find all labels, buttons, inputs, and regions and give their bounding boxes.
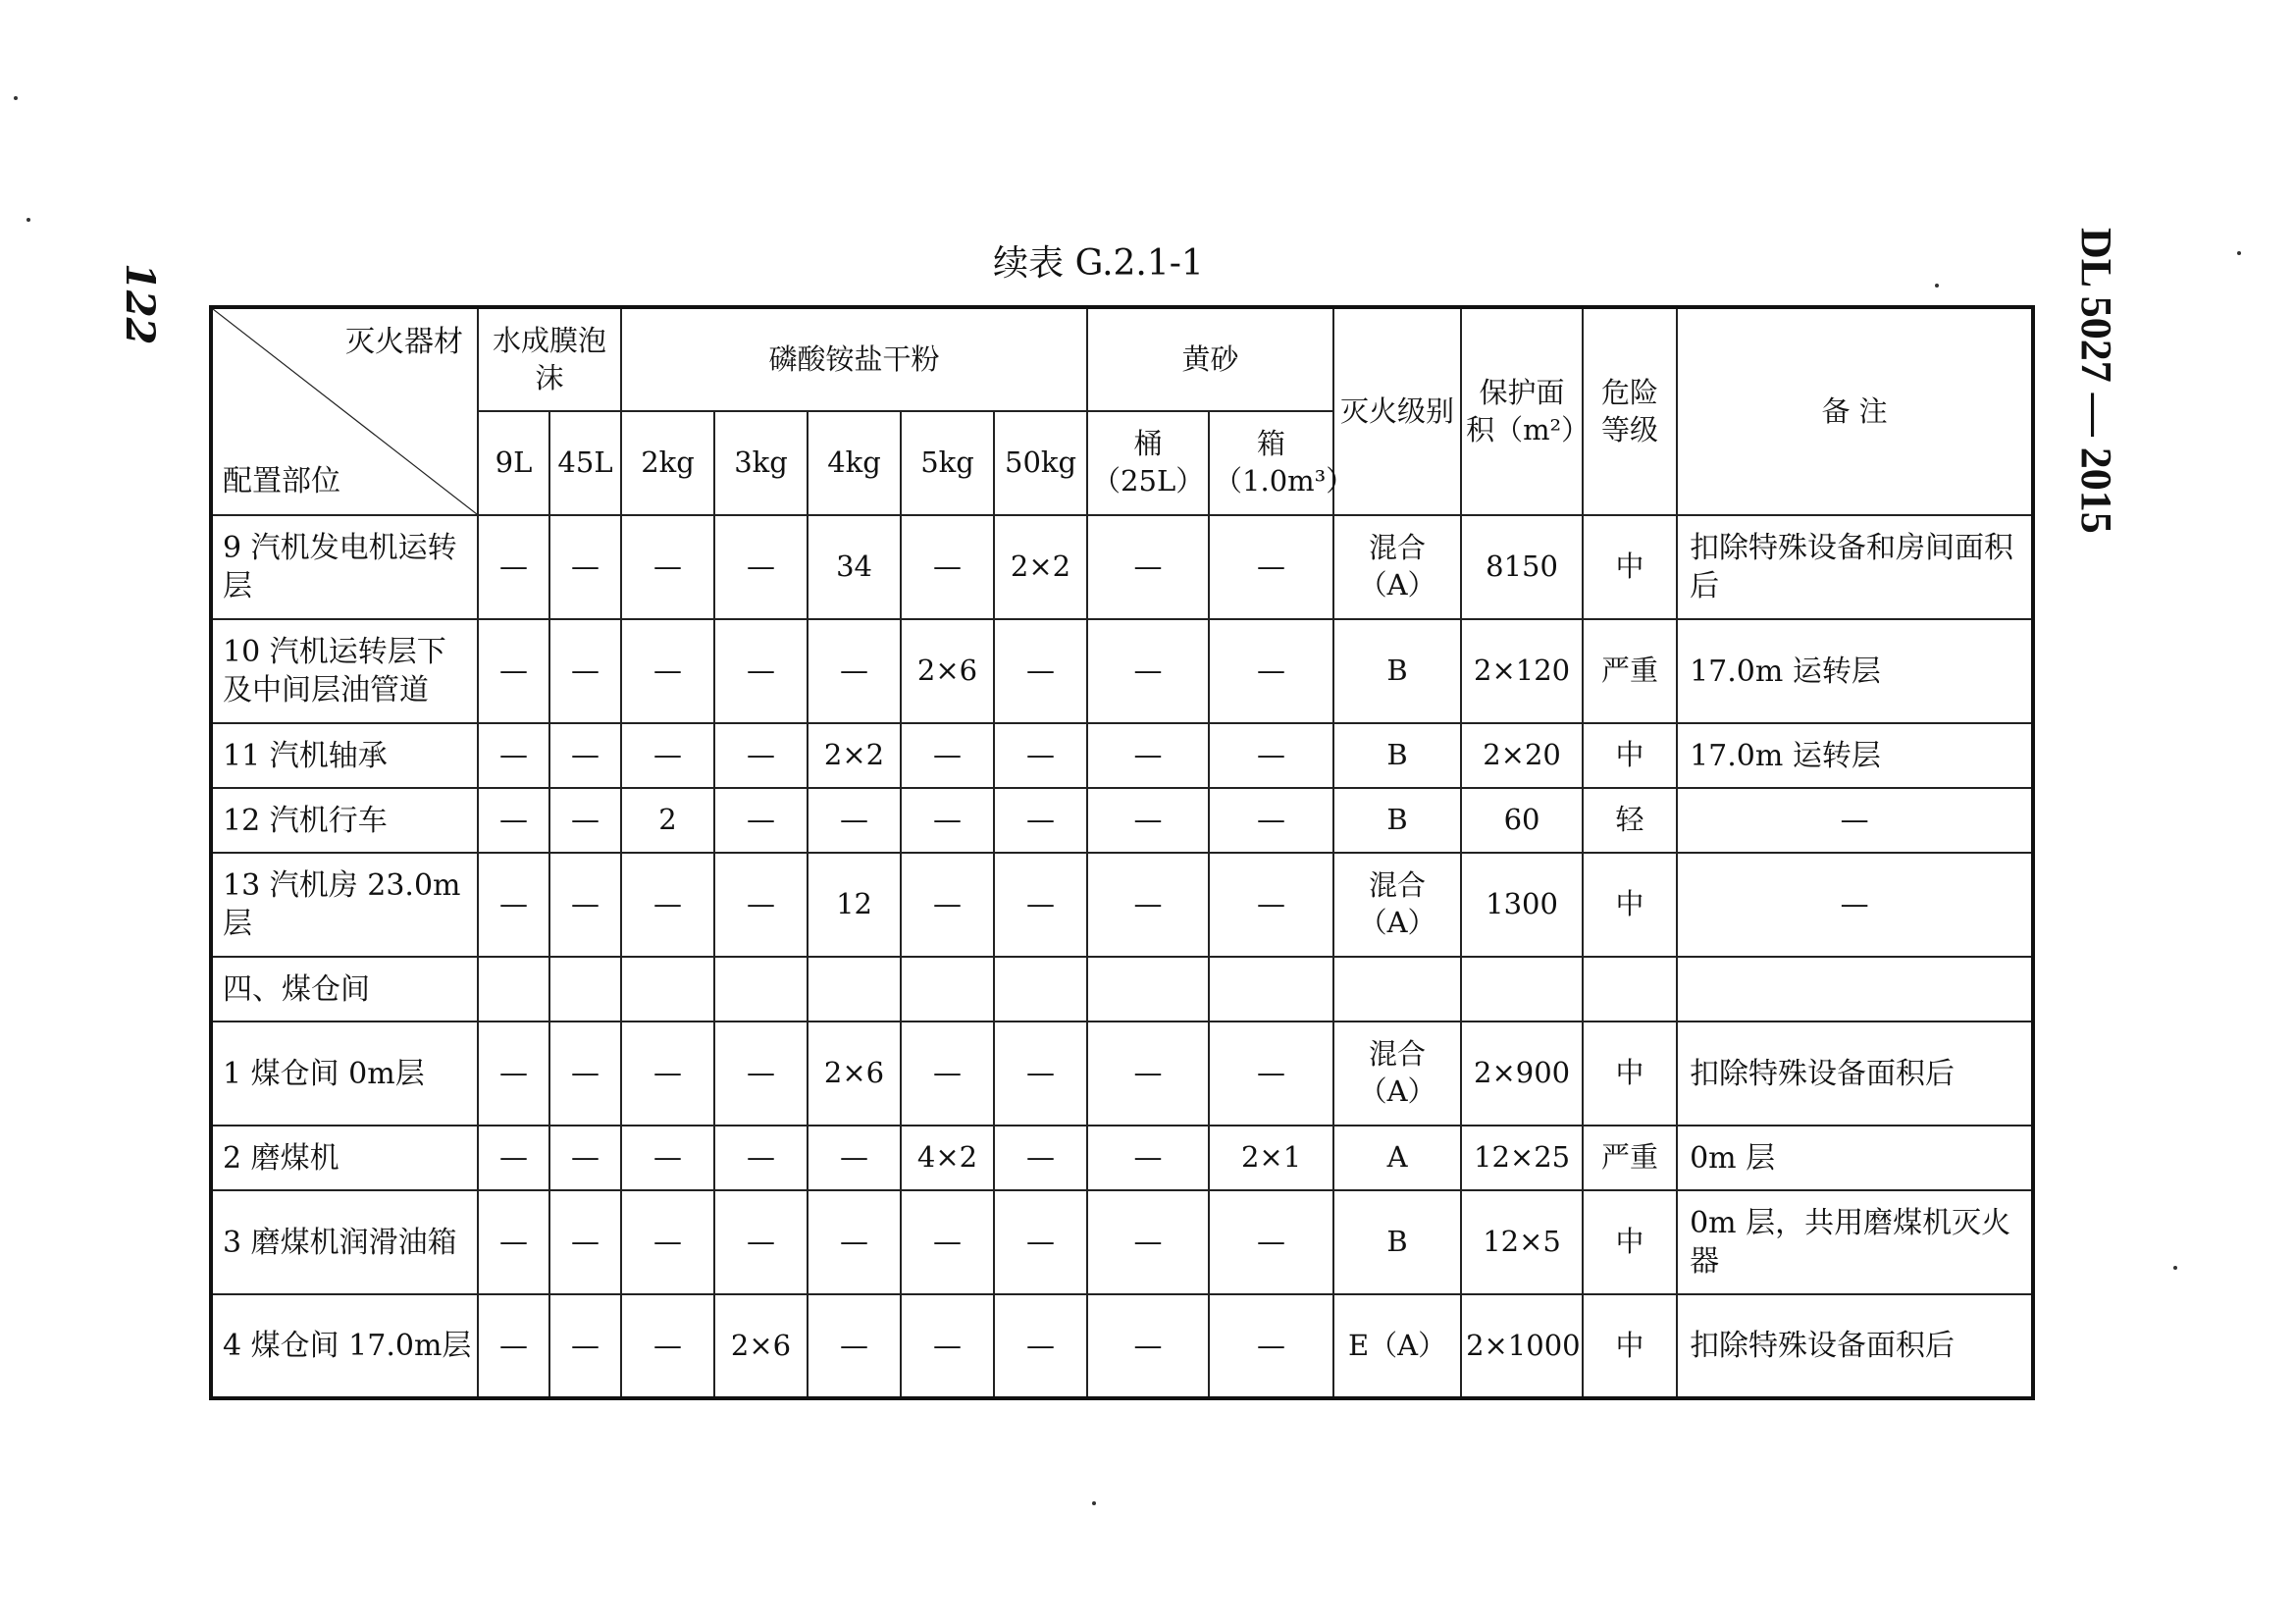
cell [808, 957, 901, 1022]
cell: — [549, 788, 621, 853]
area-cell: 2×20 [1461, 723, 1583, 788]
cell: — [1087, 853, 1209, 957]
cell: — [478, 723, 549, 788]
cell: — [478, 619, 549, 723]
table-row [211, 723, 2033, 788]
cell: — [1087, 619, 1209, 723]
cell: — [901, 788, 994, 853]
corner-bottom-label: 配置部位 [223, 464, 340, 498]
cell: — [901, 723, 994, 788]
fire-class-cell: 混合（A） [1333, 853, 1461, 957]
cell: — [994, 1190, 1087, 1294]
fire-class-cell: B [1333, 723, 1461, 788]
cell: — [621, 853, 714, 957]
note-cell: — [1677, 788, 2033, 853]
cell: — [901, 515, 994, 619]
cell: — [994, 1126, 1087, 1190]
hazard-cell [1583, 957, 1677, 1022]
cell: — [549, 1126, 621, 1190]
cell: — [549, 853, 621, 957]
cell: — [714, 1190, 808, 1294]
fire-class-cell: 混合（A） [1333, 515, 1461, 619]
table-row [211, 619, 2033, 723]
page-number: 122 [117, 263, 163, 345]
header-50kg: 50kg [994, 411, 1087, 515]
cell: — [549, 1190, 621, 1294]
note-cell: — [1677, 853, 2033, 957]
area-cell: 2×1000 [1461, 1294, 1583, 1398]
scan-speck [1092, 1501, 1096, 1505]
note-cell: 0m 层，共用磨煤机灭火器 [1677, 1190, 2033, 1294]
cell: — [714, 1126, 808, 1190]
row-location: 3 磨煤机润滑油箱 [211, 1190, 478, 1294]
hazard-cell: 中 [1583, 1022, 1677, 1126]
header-2kg: 2kg [621, 411, 714, 515]
cell: — [1087, 788, 1209, 853]
cell: — [1209, 1190, 1333, 1294]
cell: — [808, 619, 901, 723]
cell: — [478, 853, 549, 957]
cell: — [901, 853, 994, 957]
table-row [211, 1294, 2033, 1398]
area-cell: 2×900 [1461, 1022, 1583, 1126]
cell: — [714, 515, 808, 619]
cell: — [621, 1294, 714, 1398]
cell: — [1209, 1294, 1333, 1398]
cell: — [808, 1294, 901, 1398]
cell: — [621, 1190, 714, 1294]
row-location: 4 煤仓间 17.0m层 [211, 1294, 478, 1398]
fire-extinguisher-table [209, 305, 2035, 1400]
cell: — [714, 853, 808, 957]
cell: — [1209, 788, 1333, 853]
row-location: 13 汽机房 23.0m层 [211, 853, 478, 957]
cell: 2×6 [808, 1022, 901, 1126]
cell: — [994, 1022, 1087, 1126]
fire-class-cell: 混合（A） [1333, 1022, 1461, 1126]
row-location: 9 汽机发电机运转层 [211, 515, 478, 619]
cell: — [478, 1126, 549, 1190]
fire-class-cell: E（A） [1333, 1294, 1461, 1398]
cell [901, 957, 994, 1022]
fire-class-cell [1333, 957, 1461, 1022]
cell: — [1087, 515, 1209, 619]
cell: — [478, 1294, 549, 1398]
fire-class-cell: B [1333, 1190, 1461, 1294]
table-row [211, 788, 2033, 853]
hazard-cell: 中 [1583, 853, 1677, 957]
table-caption: 续表 G.2.1-1 [993, 243, 1204, 284]
cell: 2×6 [714, 1294, 808, 1398]
header-protect-area: 保护面积（m²） [1461, 307, 1583, 515]
cell: — [901, 1190, 994, 1294]
hazard-cell: 轻 [1583, 788, 1677, 853]
scan-speck [1935, 284, 1939, 288]
note-cell [1677, 957, 2033, 1022]
table-row [211, 1022, 2033, 1126]
row-location: 12 汽机行车 [211, 788, 478, 853]
header-row-1 [211, 307, 2033, 411]
scan-speck [2237, 251, 2241, 255]
cell: — [549, 619, 621, 723]
section-row [211, 957, 2033, 1022]
cell: — [808, 1190, 901, 1294]
cell: — [714, 1022, 808, 1126]
section-title: 四、煤仓间 [211, 957, 478, 1022]
row-location: 2 磨煤机 [211, 1126, 478, 1190]
cell: — [994, 1294, 1087, 1398]
scan-speck [26, 218, 30, 222]
scan-speck [14, 96, 18, 100]
header-box: 箱（1.0m³） [1209, 411, 1333, 515]
cell [1209, 957, 1333, 1022]
fire-class-cell: B [1333, 788, 1461, 853]
header-bucket: 桶（25L） [1087, 411, 1209, 515]
cell: — [621, 1126, 714, 1190]
hazard-cell: 严重 [1583, 1126, 1677, 1190]
row-location: 1 煤仓间 0m层 [211, 1022, 478, 1126]
table-row [211, 515, 2033, 619]
cell: — [549, 1294, 621, 1398]
cell: 34 [808, 515, 901, 619]
cell: — [621, 515, 714, 619]
cell: — [478, 788, 549, 853]
header-remarks: 备 注 [1677, 307, 2033, 515]
note-cell: 17.0m 运转层 [1677, 723, 2033, 788]
standard-code: DL 5027 — 2015 [2072, 228, 2120, 534]
note-cell: 扣除特殊设备面积后 [1677, 1294, 2033, 1398]
cell: — [1209, 1022, 1333, 1126]
cell: 2 [621, 788, 714, 853]
cell: — [808, 1126, 901, 1190]
header-9l: 9L [478, 411, 549, 515]
table-row [211, 853, 2033, 957]
cell: — [478, 1022, 549, 1126]
cell [549, 957, 621, 1022]
header-powder: 磷酸铵盐干粉 [621, 307, 1087, 411]
cell: — [994, 723, 1087, 788]
header-3kg: 3kg [714, 411, 808, 515]
row-location: 11 汽机轴承 [211, 723, 478, 788]
area-cell [1461, 957, 1583, 1022]
cell: — [1209, 515, 1333, 619]
row-location: 10 汽机运转层下及中间层油管道 [211, 619, 478, 723]
area-cell: 60 [1461, 788, 1583, 853]
cell: — [621, 723, 714, 788]
hazard-cell: 中 [1583, 1190, 1677, 1294]
hazard-cell: 中 [1583, 723, 1677, 788]
cell: — [808, 788, 901, 853]
table-row [211, 1190, 2033, 1294]
cell: — [1209, 853, 1333, 957]
cell: — [549, 515, 621, 619]
cell: — [1087, 1126, 1209, 1190]
area-cell: 12×25 [1461, 1126, 1583, 1190]
header-hazard: 危险等级 [1583, 307, 1677, 515]
cell [1087, 957, 1209, 1022]
cell: — [549, 1022, 621, 1126]
cell: — [1087, 1022, 1209, 1126]
cell: — [994, 853, 1087, 957]
header-5kg: 5kg [901, 411, 994, 515]
cell: — [714, 788, 808, 853]
cell: — [478, 1190, 549, 1294]
corner-header [211, 307, 478, 515]
table-row [211, 1126, 2033, 1190]
cell [994, 957, 1087, 1022]
corner-top-label: 灭火器材 [345, 325, 463, 359]
cell: — [994, 788, 1087, 853]
hazard-cell: 严重 [1583, 619, 1677, 723]
cell: — [714, 619, 808, 723]
cell: — [621, 1022, 714, 1126]
hazard-cell: 中 [1583, 1294, 1677, 1398]
hazard-cell: 中 [1583, 515, 1677, 619]
cell: — [994, 619, 1087, 723]
cell: — [1209, 619, 1333, 723]
cell: — [1087, 1294, 1209, 1398]
header-fire-class: 灭火级别 [1333, 307, 1461, 515]
area-cell: 1300 [1461, 853, 1583, 957]
cell [621, 957, 714, 1022]
cell: — [621, 619, 714, 723]
area-cell: 12×5 [1461, 1190, 1583, 1294]
cell: — [714, 723, 808, 788]
header-45l: 45L [549, 411, 621, 515]
note-cell: 扣除特殊设备和房间面积后 [1677, 515, 2033, 619]
fire-class-cell: B [1333, 619, 1461, 723]
cell: — [901, 1022, 994, 1126]
cell: 2×1 [1209, 1126, 1333, 1190]
cell: 2×2 [994, 515, 1087, 619]
cell: — [549, 723, 621, 788]
note-cell: 0m 层 [1677, 1126, 2033, 1190]
cell: 2×6 [901, 619, 994, 723]
cell: — [901, 1294, 994, 1398]
cell: — [478, 515, 549, 619]
cell: 4×2 [901, 1126, 994, 1190]
cell: — [1087, 1190, 1209, 1294]
cell: — [1087, 723, 1209, 788]
note-cell: 17.0m 运转层 [1677, 619, 2033, 723]
note-cell: 扣除特殊设备面积后 [1677, 1022, 2033, 1126]
header-sand: 黄砂 [1087, 307, 1333, 411]
scan-speck [2173, 1266, 2177, 1270]
area-cell: 2×120 [1461, 619, 1583, 723]
fire-class-cell: A [1333, 1126, 1461, 1190]
cell: 2×2 [808, 723, 901, 788]
cell: — [1209, 723, 1333, 788]
area-cell: 8150 [1461, 515, 1583, 619]
cell: 12 [808, 853, 901, 957]
cell [714, 957, 808, 1022]
header-foam: 水成膜泡沫 [478, 307, 621, 411]
header-4kg: 4kg [808, 411, 901, 515]
cell [478, 957, 549, 1022]
